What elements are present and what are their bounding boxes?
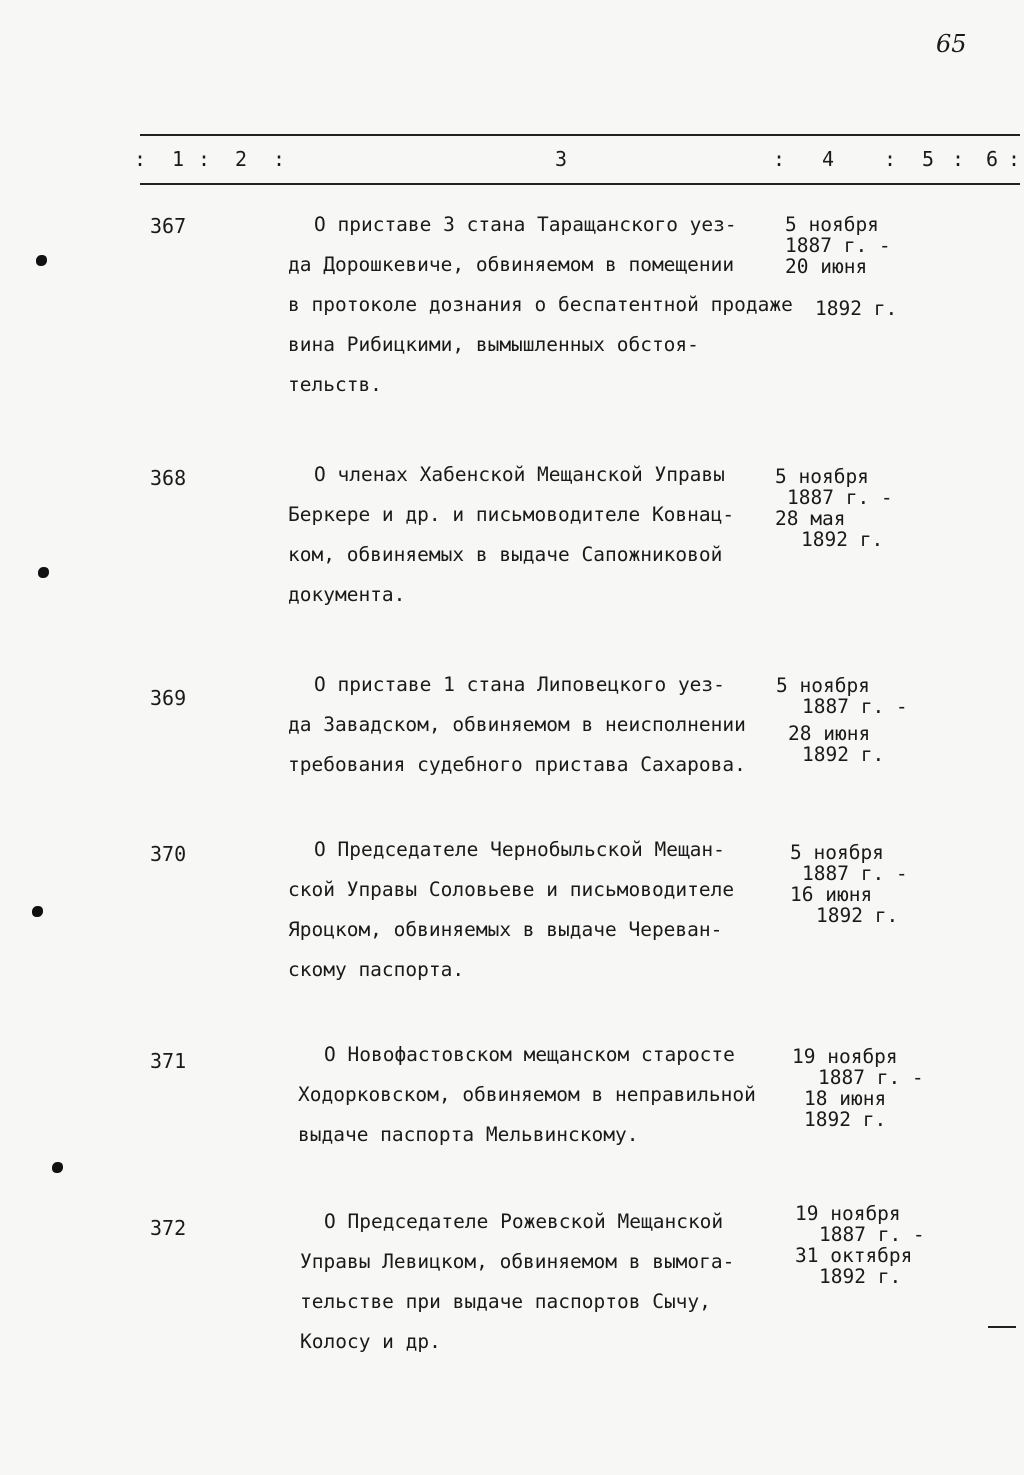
date-line: 1887 г. - [819, 1223, 925, 1246]
date-line: 5 ноября [776, 674, 870, 697]
header-col-6: 6 [986, 147, 999, 171]
description-line: тельств. [288, 373, 382, 396]
entry-number: 369 [150, 686, 187, 710]
binding-mark [36, 255, 47, 266]
description-line: О Председателе Чернобыльской Мещан- [314, 838, 725, 861]
header-separator: : [273, 147, 286, 171]
description-line: да Дорошкевиче, обвиняемом в помещении [288, 253, 735, 276]
header-col-4: 4 [822, 147, 835, 171]
header-col-1: 1 [172, 147, 185, 171]
description-line: ской Управы Соловьеве и письмоводителе [288, 878, 735, 901]
entry-description [288, 665, 793, 785]
date-line: 1892 г. [816, 904, 899, 927]
entry-description [288, 455, 793, 615]
date-line: 5 ноября [790, 841, 884, 864]
entry-dates [776, 675, 908, 765]
description-line: Управы Левицком, обвиняемом в вымога- [300, 1250, 735, 1273]
header-col-5: 5 [922, 147, 935, 171]
date-line: 16 июня [790, 883, 873, 906]
description-line: О членах Хабенской Мещанской Управы [314, 463, 725, 486]
binding-mark [32, 906, 43, 917]
date-line: 18 июня [804, 1087, 887, 1110]
date-line: 1892 г. [802, 743, 885, 766]
entry-description [300, 1202, 805, 1362]
description-line: Ходорковском, обвиняемом в неправильной [298, 1083, 756, 1106]
header-col-2: 2 [235, 147, 248, 171]
date-line: 1887 г. - [785, 234, 891, 257]
entry-dates [792, 1046, 924, 1130]
date-line: 1892 г. [804, 1108, 887, 1131]
binding-mark [38, 567, 49, 578]
date-line: 28 мая [775, 507, 846, 530]
date-line: 1892 г. [815, 297, 898, 320]
description-line: да Завадском, обвиняемом в неисполнении [288, 713, 746, 736]
header-separator: : [884, 147, 897, 171]
date-line: 5 ноября [785, 213, 879, 236]
margin-dash [988, 1326, 1016, 1328]
date-line: 1887 г. - [818, 1066, 924, 1089]
description-line: выдаче паспорта Мельвинскому. [298, 1123, 639, 1146]
description-line: Колосу и др. [300, 1330, 441, 1353]
header-separator: : [952, 147, 965, 171]
description-line: документа. [288, 583, 406, 606]
header-separator: : [1008, 147, 1021, 171]
date-line: 31 октября [795, 1244, 913, 1267]
date-line: 19 ноября [792, 1045, 898, 1068]
entry-number: 372 [150, 1216, 187, 1240]
header-rule-top [140, 134, 1020, 136]
date-line: 1887 г. - [802, 862, 908, 885]
entry-dates [775, 466, 893, 550]
entry-number: 368 [150, 466, 187, 490]
entry-description [288, 205, 793, 405]
description-line: скому паспорта. [288, 958, 465, 981]
entry-dates [785, 214, 897, 319]
entry-description [288, 830, 793, 990]
description-line: Яроцком, обвиняемых в выдаче Череван- [288, 918, 723, 941]
description-line: тельстве при выдаче паспортов Сычу, [300, 1290, 711, 1313]
description-line: требования судебного пристава Сахарова. [288, 753, 746, 776]
date-line: 1892 г. [819, 1265, 902, 1288]
header-separator: : [773, 147, 786, 171]
entry-number: 371 [150, 1049, 187, 1073]
date-line: 1887 г. - [787, 486, 893, 509]
header-separator: : [134, 147, 147, 171]
description-line: вина Рибицкими, вымышленных обстоя- [288, 333, 699, 356]
description-line: в протоколе дознания о беспатентной продаже [288, 293, 793, 316]
description-line: Беркере и др. и письмоводителе Ковнац- [288, 503, 735, 526]
header-rule-bottom [140, 183, 1020, 185]
description-line: О приставе 1 стана Липовецкого уез- [314, 673, 725, 696]
header-col-3: 3 [555, 147, 568, 171]
entry-dates [790, 842, 908, 926]
date-line: 1892 г. [801, 528, 884, 551]
binding-mark [52, 1162, 63, 1173]
entry-description [298, 1035, 803, 1155]
description-line: О приставе 3 стана Таращанского уез- [314, 213, 737, 236]
entry-number: 367 [150, 214, 187, 238]
entry-number: 370 [150, 842, 187, 866]
description-line: О Председателе Рожевской Мещанской [324, 1210, 724, 1233]
date-line: 1887 г. - [802, 695, 908, 718]
date-line [785, 277, 897, 298]
date-line: 20 июня [785, 255, 868, 278]
description-line: ком, обвиняемых в выдаче Сапожниковой [288, 543, 723, 566]
header-separator: : [198, 147, 211, 171]
description-line: О Новофастовском мещанском старосте [324, 1043, 735, 1066]
entry-dates [795, 1203, 925, 1287]
date-line: 5 ноября [775, 465, 869, 488]
date-line: 28 июня [788, 722, 871, 745]
page-number: 65 [936, 30, 967, 58]
date-line: 19 ноября [795, 1202, 901, 1225]
